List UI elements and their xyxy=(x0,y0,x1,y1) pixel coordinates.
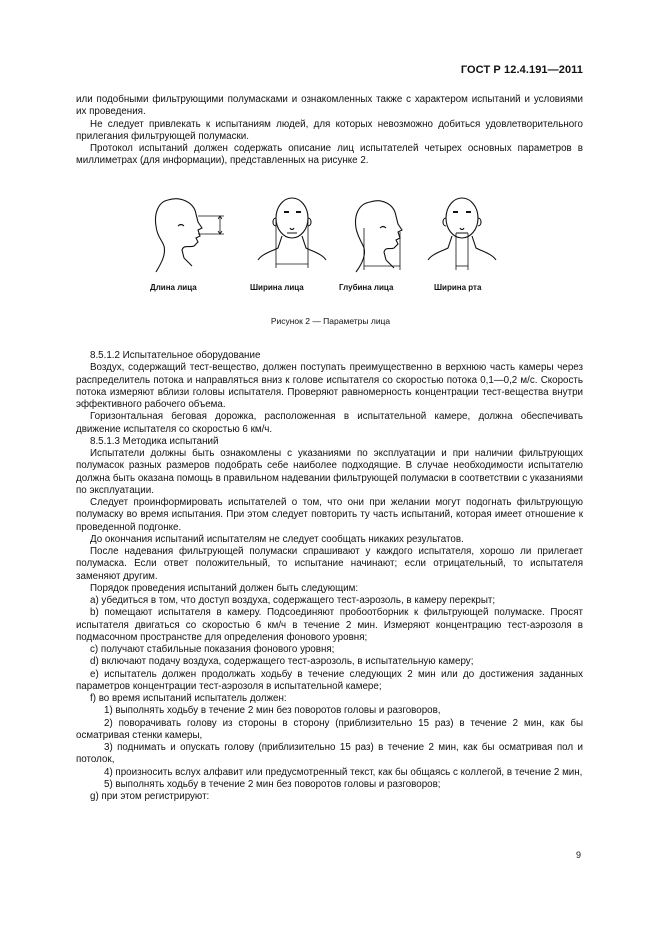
section-heading: 8.5.1.3 Методика испытаний xyxy=(90,435,219,447)
paragraph: Следует проинформировать испытателей о том, что они при желании могут подогнать фильтрующую полумаску во время испытания. При этом следует повторить ту часть испытаний, которая имеет отношение к проведенной подгонке. xyxy=(76,497,583,533)
paragraph: Воздух, содержащий тест-вещество, должен поступать преимущественно в верхнюю часть камеры через распределитель потока и направляться вниз к голове испытателя со скоростью потока 0,1—0,2 м/с. Скорость потока измеряют вблизи головы испытателя. Проверяют равномерность концентрации тест-вещества внутри эффективного рабочего объема. xyxy=(76,362,583,410)
list-subitem: 2) поворачивать голову из стороны в сторону (приблизительно 15 раз) в течение 2 мин, как бы осматривая стенки камеры, xyxy=(76,717,583,741)
head-front-mouth xyxy=(428,198,496,270)
list-item: e) испытатель должен продолжать ходьбу в течение следующих 2 мин или до достижения заданных параметров концентрации тест-аэрозоля в испытательной камере; xyxy=(76,668,583,692)
page-number: 9 xyxy=(575,850,581,860)
figure-label-face-length: Длина лица xyxy=(150,283,197,292)
list-subitem: 3) поднимать и опускать голову (приблизительно 15 раз) в течение 2 мин, как бы осматривая пол и потолок, xyxy=(76,742,583,766)
head-front-width xyxy=(258,198,326,268)
list-item: b) помещают испытателя в камеру. Подсоединяют пробоотборник к фильтрующей полумаске. Просят испытателя двигаться со скоростью 6 км/ч в течение 2 мин. Измеряют концентрацию тест-аэрозоля в подмасочном пространстве для определения фонового уровня; xyxy=(76,607,583,643)
list-item: g) при этом регистрируют: xyxy=(90,791,210,802)
list-item: a) убедиться в том, что доступ воздуха, содержащего тест-аэрозоль, в камеру перекрыт; xyxy=(90,595,496,606)
intro-text-block xyxy=(76,94,583,168)
figure-label-face-width: Ширина лица xyxy=(250,283,304,292)
standard-header: ГОСТ Р 12.4.191—2011 xyxy=(460,64,583,76)
head-profile-depth xyxy=(356,201,402,272)
paragraph: Протокол испытаний должен содержать описание лиц испытателей четырех основных параметров в миллиметрах (для информации), представленных на рисунке 2. xyxy=(76,143,583,167)
paragraph: или подобными фильтрующими полумасками и ознакомленных также с характером испытаний и условиями их проведения. xyxy=(76,94,583,118)
list-item: f) во время испытаний испытатель должен: xyxy=(90,693,287,704)
face-parameters-figure xyxy=(140,188,540,298)
main-text-block xyxy=(76,350,583,803)
paragraph: До окончания испытаний испытателям не следует сообщать никаких результатов. xyxy=(90,533,464,545)
paragraph: Горизонтальная беговая дорожка, расположенная в испытательной камере, должна обеспечивать движение испытателя со скоростью 6 км/ч. xyxy=(76,411,583,435)
head-profile-length xyxy=(156,199,225,272)
section-heading: 8.5.1.2 Испытательное оборудование xyxy=(90,350,261,361)
list-subitem: 5) выполнять ходьбу в течение 2 мин без поворотов головы и разговоров; xyxy=(104,778,441,790)
figure-label-mouth-width: Ширина рта xyxy=(434,283,482,292)
paragraph: Испытатели должны быть ознакомлены с указаниями по эксплуатации и при наличии фильтрующих полумасок разных размеров подобрать себе наиболее подходящие. В случае необходимости испытателю должна быть оказана помощь в правильном надевании фильтрующей полумаски в соответствии с указаниями по эксплуатации. xyxy=(76,448,583,496)
list-item: d) включают подачу воздуха, содержащего тест-аэрозоль, в испытательную камеру; xyxy=(90,656,474,668)
list-subitem: 1) выполнять ходьбу в течение 2 мин без поворотов головы и разговоров, xyxy=(104,705,441,717)
paragraph: Порядок проведения испытаний должен быть следующим: xyxy=(90,582,359,594)
figure-caption: Рисунок 2 — Параметры лица xyxy=(270,316,391,326)
list-item: c) получают стабильные показания фонового уровня; xyxy=(90,644,335,655)
paragraph: После надевания фильтрующей полумаски спрашивают у каждого испытателя, хорошо ли прилегает полумаска. Если ответ положительный, то испытание начинают; если отрицательный, то испытателя заменяют другим. xyxy=(76,546,583,582)
figure-label-face-depth: Глубина лица xyxy=(339,283,394,292)
list-subitem: 4) произносить вслух алфавит или предусмотренный текст, как бы общаясь с коллегой, в течение 2 мин, xyxy=(104,766,583,778)
paragraph: Не следует привлекать к испытаниям людей, для которых невозможно добиться удовлетворительного прилегания фильтрующей полумаски. xyxy=(76,118,583,142)
